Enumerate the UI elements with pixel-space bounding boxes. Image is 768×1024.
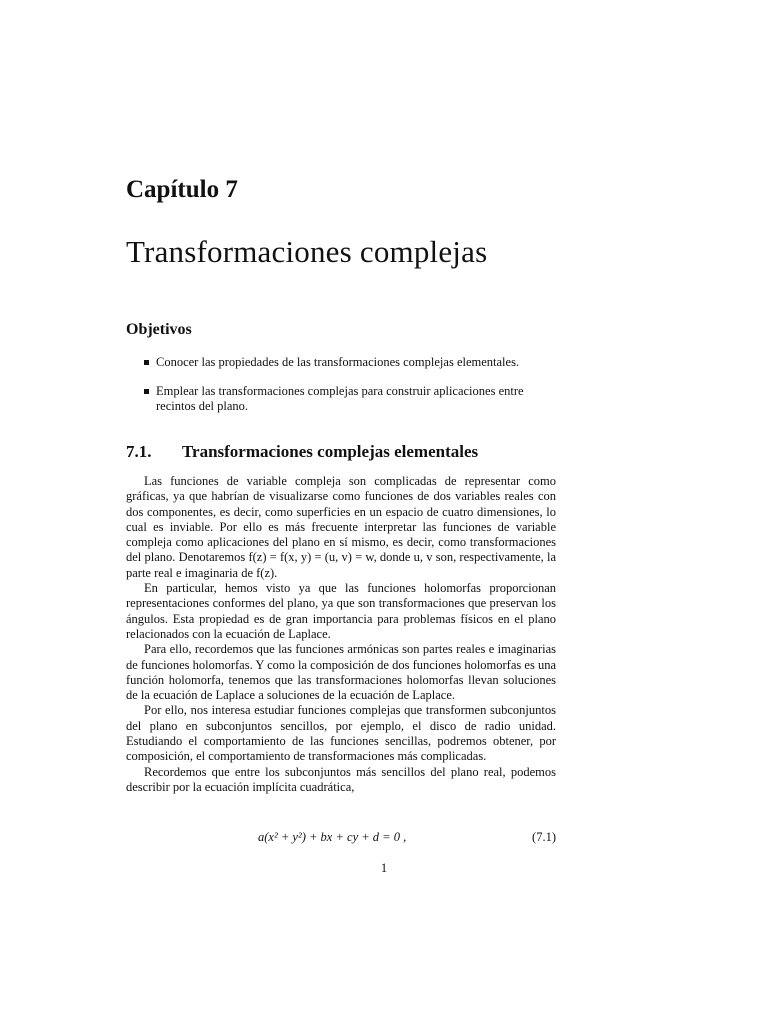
section-title: Transformaciones complejas elementales <box>181 442 479 461</box>
objectives-heading: Objetivos <box>126 321 192 338</box>
chapter-title: Transformaciones complejas <box>126 234 488 269</box>
section-number: 7.1. <box>126 442 152 461</box>
equation-number: (7.1) <box>532 830 556 844</box>
paragraph: En particular, hemos visto ya que las funciones holomorfas proporcionan representaciones conformes del plano, ya que son transformaciones que preservan los ángulos. Esta propiedad es de gran importancia para problemas físicos en el plano relacionados con la ecuación de Laplace. <box>126 581 556 641</box>
section-heading <box>126 442 478 462</box>
body-text <box>126 474 556 795</box>
paragraph: Por ello, nos interesa estudiar funciones complejas que transformen subconjuntos del plano en subconjuntos sencillos, por ejemplo, el disco de radio unidad. Estudiando el comportamiento de las funciones sencillas, podremos obtener, por composición, el comportamiento de transformaciones más complicadas. <box>126 703 556 764</box>
objective-text: Emplear las transformaciones complejas para construir aplicaciones entre recintos del plano. <box>156 384 524 413</box>
paragraph: Recordemos que entre los subconjuntos más sencillos del plano real, podemos describir por la ecuación implícita cuadrática, <box>126 764 556 794</box>
list-item <box>144 355 556 370</box>
paragraph: Las funciones de variable compleja son complicadas de representar como gráficas, ya que habrían de visualizarse como funciones de dos variables reales con dos componentes, es decir, como superficies en un espacio de cuatro dimensiones, lo cual es inviable. Por ello es más frecuente interpretar las funciones de variable compleja como aplicaciones del plano en sí mismo, es decir, como transformaciones del plano. Denotaremos f(z) = f(x, y) = (u, v) = w, donde u, v son, respectivamente, la parte real e imaginaria de f(z). <box>126 474 556 580</box>
objective-text: Conocer las propiedades de las transformaciones complejas elementales. <box>156 355 520 369</box>
paragraph: Para ello, recordemos que las funciones armónicas son partes reales e imaginarias de funciones holomorfas. Y como la composición de dos funciones holomorfas es una función holomorfa, tenemos que las transformaciones holomorfas llevan soluciones de la ecuación de Laplace a soluciones de la ecuación de Laplace. <box>126 642 556 703</box>
chapter-label: Capítulo 7 <box>126 176 238 203</box>
page-number: 1 <box>380 861 388 875</box>
objectives-list <box>144 355 556 428</box>
list-item <box>144 384 556 414</box>
bullet-square-icon <box>144 389 149 394</box>
bullet-square-icon <box>144 360 149 365</box>
equation: a(x² + y²) + bx + cy + d = 0 , <box>258 830 407 844</box>
equation-row <box>126 830 556 848</box>
